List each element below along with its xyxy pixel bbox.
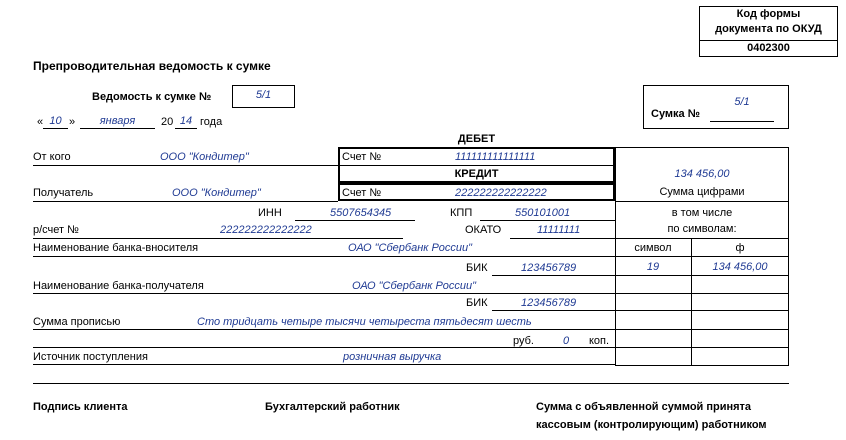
okud-title-1: Код формы [736, 8, 801, 20]
credit-header: КРЕДИТ [454, 168, 499, 180]
date-year-word: года [200, 116, 223, 128]
bag-number: 5/1 [734, 96, 750, 108]
document-title: Препроводительная ведомость к сумке [33, 59, 271, 73]
vedomost-number: 5/1 [255, 89, 272, 101]
including-line-1: в том числе [671, 207, 733, 219]
bik1-label: БИК [466, 262, 488, 274]
recipient-value: ООО "Кондитер" [172, 187, 261, 199]
inn-label: ИНН [258, 207, 282, 219]
kop-value: 0 [563, 335, 570, 347]
debit-account-label: Счет № [342, 151, 382, 163]
bank-depositor-label: Наименование банка-вносителя [33, 242, 199, 254]
date-year-prefix: 20 [161, 116, 174, 128]
bik1-value: 123456789 [521, 262, 577, 274]
date-open-quote: « [37, 116, 44, 128]
okato-label: ОКАТО [465, 224, 502, 236]
accepted-line-2: кассовым (контролирующим) работником [536, 419, 767, 431]
okud-title-2: документа по ОКУД [715, 23, 822, 35]
date-day: 10 [49, 115, 62, 127]
source-value: розничная выручка [343, 351, 442, 363]
okato-value: 11111111 [537, 224, 581, 236]
from-value: ООО "Кондитер" [160, 151, 249, 163]
client-signature: Подпись клиента [33, 401, 128, 413]
kpp-label: КПП [450, 207, 473, 219]
okud-code: 0402300 [747, 42, 790, 54]
amount-words-value: Сто тридцать четыре тысячи четыреста пятьдесят шесть [197, 316, 532, 328]
sum-digits-label: Сумма цифрами [659, 186, 745, 198]
bank-recipient-label: Наименование банка-получателя [33, 280, 204, 292]
sum-digits-value: 134 456,00 [674, 168, 730, 180]
rs-value: 222222222222222 [220, 224, 312, 236]
credit-account: 222222222222222 [455, 187, 547, 199]
bik2-value: 123456789 [521, 297, 577, 309]
date-close-quote: » [69, 116, 76, 128]
including-line-2: по символам: [667, 223, 737, 235]
recipient-label: Получатель [33, 187, 94, 199]
row1-amount: 134 456,00 [712, 261, 768, 273]
vedomost-label: Ведомость к сумке № [92, 91, 212, 103]
accepted-line-1: Сумма с объявленной суммой принята [536, 401, 752, 413]
date-year-suffix: 14 [179, 115, 193, 127]
col-amount-header: ф [735, 242, 745, 254]
amount-words-label: Сумма прописью [33, 316, 121, 328]
date-month: января [99, 115, 136, 127]
bank-recipient-value: ОАО "Сбербанк России" [352, 280, 476, 292]
kop-label: коп. [589, 335, 610, 347]
accountant-signature: Бухгалтерский работник [265, 401, 400, 413]
row1-symbol: 19 [646, 261, 660, 273]
bank-depositor-value: ОАО "Сбербанк России" [348, 242, 472, 254]
bik2-label: БИК [466, 297, 488, 309]
from-label: От кого [33, 151, 71, 163]
source-label: Источник поступления [33, 351, 148, 363]
bag-label: Сумка № [651, 108, 700, 120]
rs-label: р/счет № [33, 224, 79, 236]
inn-value: 5507654345 [330, 207, 392, 219]
debit-account: 111111111111111 [455, 151, 536, 163]
credit-account-label: Счет № [342, 187, 382, 199]
debit-header: ДЕБЕТ [457, 133, 496, 145]
kpp-value: 550101001 [515, 207, 571, 219]
col-symbol-header: символ [634, 242, 672, 254]
rub-label: руб. [513, 335, 534, 347]
